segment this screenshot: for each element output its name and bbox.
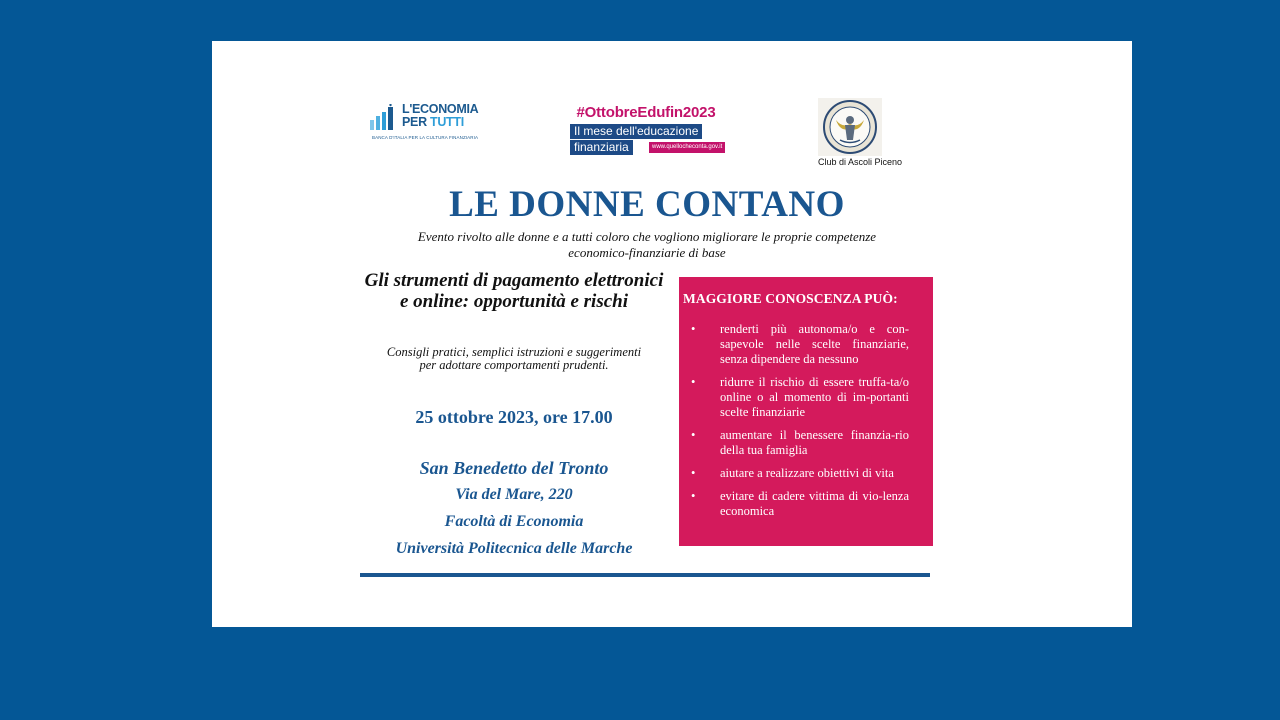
location-faculty: Facoltà di Economia: [444, 513, 584, 530]
benefit-text: aiutare a realizzare obiettivi di vita: [720, 466, 894, 480]
edufin-line1: Il mese dell'educazione: [570, 124, 702, 139]
edufin-url: www.quellocheconta.gov.it: [649, 142, 725, 153]
benefits-box: [679, 277, 933, 546]
edufin-hashtag: #OttobreEdufin2023: [576, 104, 716, 121]
benefit-text: evitare di cadere vittima di vio-lenza economica: [720, 489, 909, 518]
list-item: [679, 322, 933, 367]
economia-per-tutti-logo: [370, 98, 490, 148]
bullet-icon: •: [691, 466, 696, 480]
list-item: [679, 375, 933, 420]
location-street: Via del Mare, 220: [455, 486, 573, 503]
club-seal-icon: [818, 98, 882, 156]
location-city: San Benedetto del Tronto: [419, 458, 609, 478]
benefits-list: [679, 322, 933, 527]
flyer-page: [212, 41, 1132, 627]
club-logo: [810, 98, 918, 170]
list-item: [679, 489, 933, 519]
edufin-logo: [554, 104, 738, 156]
bottom-divider: [360, 573, 930, 577]
club-name: Club di Ascoli Piceno: [817, 157, 903, 167]
event-advice: Consigli pratici, semplici istruzioni e suggerimenti per adottare comportamenti prudenti.: [386, 345, 642, 372]
economia-logo-subtitle: BANCA D'ITALIA PER LA CULTURA FINANZIARIA: [372, 135, 479, 140]
page-title: LE DONNE CONTANO: [449, 184, 845, 225]
benefit-text: renderti più autonoma/o e con-sapevole nelle scelte finanziarie, senza dipendere da nessuno: [720, 322, 909, 366]
economia-logo-line1: L'ECONOMIA: [402, 102, 479, 116]
list-item: [679, 428, 933, 458]
benefits-title: MAGGIORE CONOSCENZA PUÒ:: [683, 291, 898, 306]
economia-logo-per: PER: [402, 115, 430, 129]
economia-logo-text: [402, 103, 478, 129]
benefit-text: aumentare il benessere finanzia-rio della tua famiglia: [720, 428, 909, 457]
bullet-icon: •: [691, 375, 696, 389]
bullet-icon: •: [691, 428, 696, 442]
event-date: 25 ottobre 2023, ore 17.00: [415, 407, 613, 427]
location-university: Università Politecnica delle Marche: [395, 540, 633, 557]
list-item: [679, 466, 933, 481]
benefit-text: ridurre il rischio di essere truffa-ta/o online o al momento di im-portanti scelte finanziarie: [720, 375, 909, 419]
bar-chart-logo-icon: [370, 104, 400, 130]
event-topic: Gli strumenti di pagamento elettronici e online: opportunità e rischi: [364, 270, 664, 312]
economia-logo-tutti: TUTTI: [429, 115, 464, 129]
edufin-line2: finanziaria: [570, 140, 633, 155]
bullet-icon: •: [691, 489, 696, 503]
event-subtitle: Evento rivolto alle donne e a tutti coloro che vogliono migliorare le proprie competenze economico-finanziarie di base: [417, 229, 877, 260]
bullet-icon: •: [691, 322, 696, 336]
